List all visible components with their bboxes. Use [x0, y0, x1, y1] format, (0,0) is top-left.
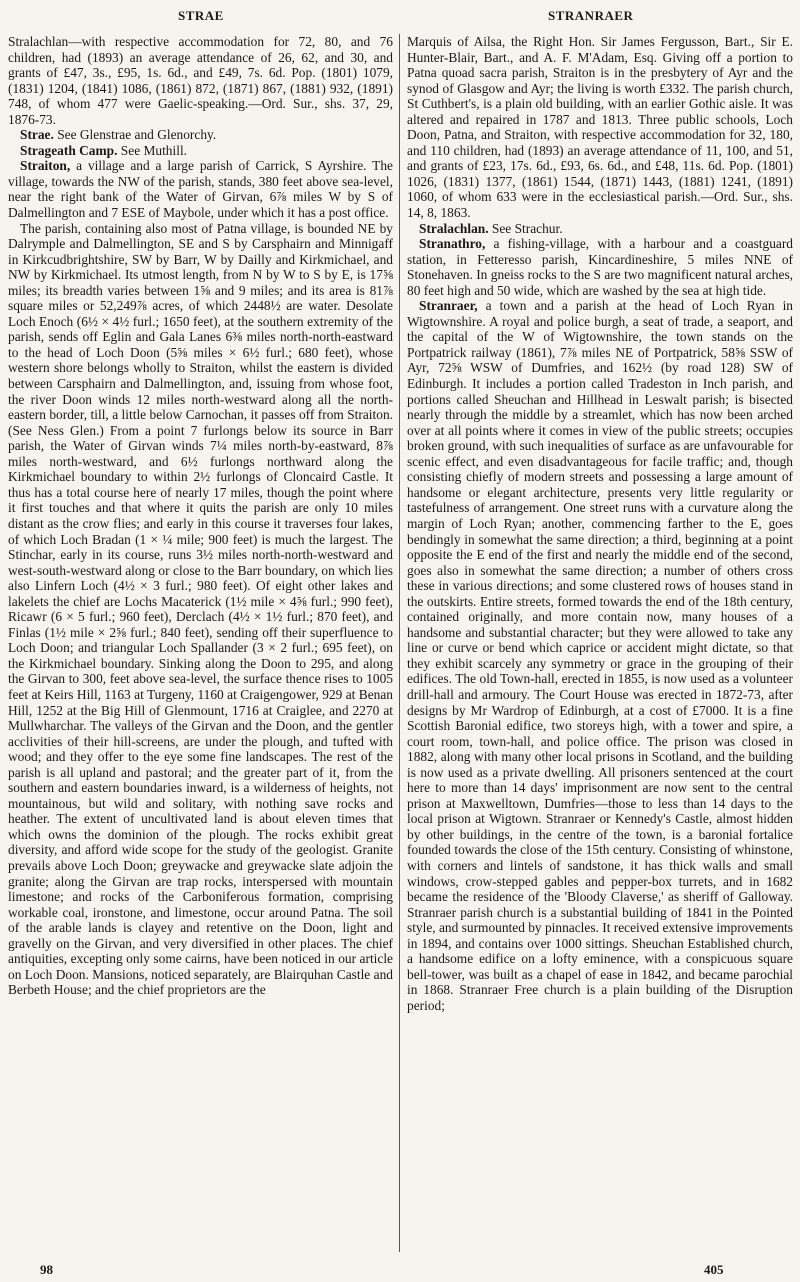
entry-strae	[8, 127, 393, 143]
entry-continuation: Stralachlan—with respective accommodation for 72, 80, and 76 children, had (1893) an average attendance of 26, 62, and 30, and grants of £47, 3s., £95, 1s. 6d., and £49, 7s. 6d. Pop. (1801) 1079, (1831) 1204, (1841) 1086, (1861) 872, (1871) 867, (1881) 932, (1891) 748, of whom 477 were Gaelic-speaking.—Ord. Sur., shs. 37, 29, 1876-73.	[8, 34, 393, 127]
entry-stranraer	[407, 298, 793, 1013]
right-running-title: STRANRAER	[548, 8, 634, 23]
entry-straiton-parish: The parish, containing also most of Patna village, is bounded NE by Dalrymple and Dalmellington, SE and S by Carsphairn and Minnigaff in Kirkcudbrightshire, SW by Barr, W by Dailly and Kirkmichael, and NW by Kirkmichael. Its utmost length, from N by W to S by E, is 17⅝ miles; its breadth varies between 1⅝ and 9 miles; and its area is 81⅞ square miles or 52,249⅞ acres, of which 2448½ are water. Desolate Loch Enoch (6½ × 4½ furl.; 1650 feet), at the southern extremity of the parish, sends off Eglin and Gala Lanes 6⅜ miles north-north-eastward to the head of Loch Doon (5⅝ miles × 6½ furl.; 680 feet), whose western shore belongs wholly to Straiton, whilst the eastern is divided between Carsphairn and Dalmellington, and, issuing from whose foot, the river Doon winds 12 miles north-westward along all the north-eastern border, till, a little below Carnochan, it passes off from Straiton. (See Ness Glen.) From a point 7 furlongs below its source in Barr parish, the Water of Girvan winds 7¼ miles north-by-eastward, 8⅞ miles north-westward, and 6½ furlongs northward along the Kirkmichael boundary to within 2½ furlongs of Cloncaird Castle. It thus has a total course here of nearly 17 miles, though the point where it first touches and that where it quits the parish are only 10 miles distant as the crow flies; and early in this course it traverses four lakes, of which Loch Bradan (1 × ¼ mile; 900 feet) is much the largest. The Stinchar, early in its course, runs 3½ miles north-north-westward and west-south-westward along or close to the Barr boundary, on which lies also Linfern Loch (4½ × 3 furl.; 980 feet). Of eight other lakes and lakelets the chief are Lochs Macaterick (1½ mile × 4⅝ furl.; 990 feet), Ricawr (6 × 5 furl.; 960 feet), Derclach (4½ × 1½ furl.; 870 feet), and Finlas (1½ mile × 2⅝ furl.; 840 feet), sending off their superfluence to Loch Doon; and triangular Loch Spallander (3 × 2 furl.; 695 feet), on the Kirkmichael boundary. Sinking along the Doon to 295, and along the Girvan to 300, feet above sea-level, the surface thence rises to 1005 feet at Keirs Hill, 1163 at Turgeny, 1160 at Craigengower, 929 at Benan Hill, 1252 at the Big Hill of Glenmount, 1716 at Craiglee, and 2270 at Mullwharchar. The valleys of the Girvan and the Doon, and the gentler acclivities of their hill-screens, are under the plough, and tufted with wood; and they offer to the eye some fine landscapes. The rest of the parish is all upland and pastoral; and the greater part of it, from the southern and eastern boundaries inward, is a wilderness of heights, not mountainous, but wild and solitary, with nothing save rocks and heather. The extent of uncultivated land is about eleven times that which owns the dominion of the plough. The rocks exhibit great diversity, and afford wide scope for the study of the geologist. Granite prevails above Loch Doon; greywacke and greywacke slate adjoin the granite; along the Girvan are trap rocks, interspersed with mountain limestone; and rocks of the Carboniferous formation, comprising workable coal, ironstone, and limestone, occur around Patna. The soil of the arable lands is clayey and retentive on the Doon, light and gravelly on the Girvan, and very diversified in other places. The chief antiquities, excepting only some cairns, have been noticed in our article on Loch Doon. Mansions, noticed separately, are Blairquhan Castle and Berbeth House; and the chief proprietors are the	[8, 220, 393, 998]
entry-body: See Muthill.	[117, 142, 188, 158]
left-running-title: STRAE	[178, 8, 224, 23]
running-header	[0, 8, 800, 34]
entry-continuation: Marquis of Ailsa, the Right Hon. Sir James Fergusson, Bart., Sir E. Hunter-Blair, Bart., and A. F. M'Adam, Esq. Giving off a portion to Patna quoad sacra parish, Straiton is in the presbytery of Ayr and the synod of Glasgow and Ayr; the living is worth £332. The parish church, St Cuthbert's, is a plain old building, with an earlier Gothic aisle. It was altered and repaired in 1787 and 1813. Three public schools, Loch Doon, Patna, and Straiton, with respective accommodation for 32, 180, and 110 children, had (1893) an average attendance of 11, 100, and 51, and grants of £23, 17s. 6d., £93, 6s. 6d., and £48, 11s. 6d. Pop. (1801) 1026, (1831) 1377, (1861) 1544, (1871) 1443, (1881) 1241, (1891) 1060, of whom 633 were in the ecclesiastical parish.—Ord. Sur., shs. 14, 8, 1863.	[407, 34, 793, 221]
left-page-number: 98	[40, 1262, 53, 1277]
headword: Strae.	[20, 127, 54, 143]
entry-body: a town and a parish at the head of Loch Ryan in Wigtownshire. A royal and police burgh, a seat of trade, a seaport, and the capital of the W of Wigtownshire, the town stands on the Portpatrick railway (1861), 7⅞ miles NE of Portpatrick, 58⅝ SSW of Ayr, 72⅝ WSW of Dumfries, and 162½ (by road 128) SW of Edinburgh. It includes a portion called Tradeston in Inch parish, and portions called Sheuchan and Hillhead in Leswalt parish; is bisected nearly through the middle by a streamlet, which has now been arched over at all points where it comes in view of the public streets; occupies broken ground, with such inequalities of surface as are unfavourable for scenic effect, and even disadvantageous for facile traffic; and, though consisting chiefly of modern streets and possessing a large amount of handsome or elegant architecture, presents very little regularity or tastefulness of arrangement. One street runs with a curvature along the margin of Loch Ryan; another, commencing farther to the E, goes bendingly in somewhat the same direction; a third, beginning at a point opposite the E end of the first and nearly the middle end of the second, goes also in somewhat the same direction; a number of others cross these in various directions; and some clustered rows of houses stand in the outskirts. Entire streets, formed towards the end of the 18th century, contained originally, and more contain now, many houses of a handsome and substantial character; but they were allowed to take any line or curve or bend which caprice or accident might dictate, so that they exhibit scarcely any symmetry or grace in the grouping of their edifices. The old Town-hall, erected in 1855, is now used as a volunteer drill-hall and armoury. The Court House was erected in 1872-73, after designs by Mr Wardrop of Edinburgh, at a cost of £7000. It is a fine Scottish Baronial edifice, two storeys high, with a tower and spire, a court room, town-hall, and police office. The prison was closed in 1882, along with many other local prisons in Scotland, and the building is now used as a private dwelling. All prisoners sentenced at the court here to more than 14 days' imprisonment are now sent to the central prison at Maxwelltown, Dumfries—those to less than 14 days to the local prison at Wigtown. Stranraer or Kennedy's Castle, almost hidden by other buildings, in the centre of the town, is a baronial fortalice founded towards the close of the 15th century. Consisting of whinstone, with corners and lintels of sandstone, it has thick walls and small windows, crow-stepped gables and pepper-box turrets, and in 1682 became the residence of the 'Bloody Claverse,' as sheriff of Galloway. Stranraer parish church is a substantial building of 1841 in the Pointed style, and surmounted by pinnacles. It received extensive improvements in 1894, and contains over 1000 sittings. Sheuchan Established church, a handsome edifice on a lofty eminence, with a conspicuous square bell-tower, was built as a chapel of ease in 1842, and became parochial in 1868. Stranraer Free church is a plain building of the Disruption period;	[407, 298, 793, 1013]
entry-body: See Strachur.	[488, 220, 563, 236]
headword: Stralachlan.	[419, 220, 489, 236]
entry-stranathro	[407, 236, 793, 298]
right-page-number: 405	[704, 1262, 724, 1277]
headword: Stranathro,	[419, 236, 486, 252]
entry-stralachlan	[407, 221, 793, 237]
column-divider	[399, 34, 400, 1252]
headword: Straiton,	[20, 158, 71, 174]
entry-body: See Glenstrae and Glenorchy.	[53, 127, 217, 143]
left-column	[8, 34, 393, 1254]
entry-body: a fishing-village, with a harbour and a coastguard station, in Fetteresso parish, Kincardineshire, 5 miles NNE of Stonehaven. In gneiss rocks to the S are two magnificent natural arches, 80 feet high and 50 wide, which are washed by the sea at high tide.	[407, 236, 793, 298]
entry-strageath-camp	[8, 143, 393, 159]
headword: Strageath Camp.	[20, 142, 118, 158]
headword: Stranraer,	[419, 298, 478, 314]
right-column	[407, 34, 793, 1254]
entry-straiton	[8, 158, 393, 220]
entry-body: a village and a large parish of Carrick, S Ayrshire. The village, towards the NW of the parish, stands, 380 feet above sea-level, near the right bank of the Water of Girvan, 6⅞ miles W by S of Dalmellington and 7 ESE of Maybole, under which it has a post office.	[8, 158, 393, 221]
